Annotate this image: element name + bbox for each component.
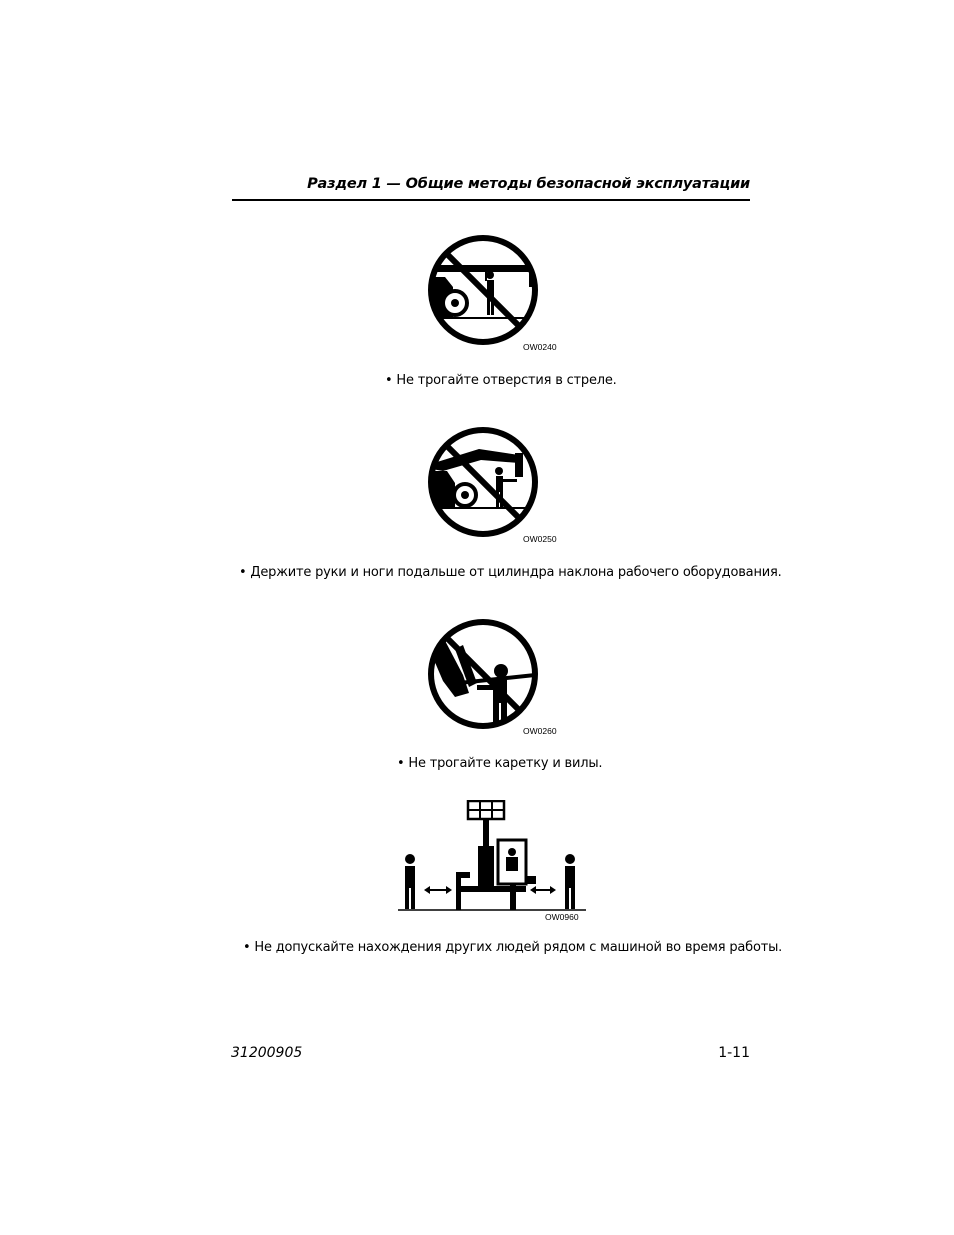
figure-code: OW0260 bbox=[523, 726, 557, 736]
prohibition-tilt-cylinder-icon bbox=[419, 427, 547, 537]
figure-caption: • Не трогайте отверстия в стреле. bbox=[385, 373, 617, 388]
section-header: Раздел 1 — Общие методы безопасной эксплуатации bbox=[307, 176, 750, 192]
document-number: 31200905 bbox=[231, 1045, 303, 1061]
figure-code: OW0240 bbox=[523, 342, 557, 352]
figure-code: OW0960 bbox=[545, 912, 579, 922]
figure-code: OW0250 bbox=[523, 534, 557, 544]
header-rule bbox=[232, 199, 750, 201]
prohibition-carriage-forks-icon bbox=[419, 619, 547, 729]
page-number: 1-11 bbox=[718, 1045, 750, 1061]
figure-caption: • Не допускайте нахождения других людей рядом с машиной во время работы. bbox=[243, 940, 783, 955]
figure-caption: • Держите руки и ноги подальше от цилиндра наклона рабочего оборудования. bbox=[239, 565, 782, 580]
prohibition-boom-holes-icon bbox=[419, 235, 547, 345]
figure-caption: • Не трогайте каретку и вилы. bbox=[397, 756, 603, 771]
keep-clear-bystanders-icon bbox=[396, 800, 588, 914]
